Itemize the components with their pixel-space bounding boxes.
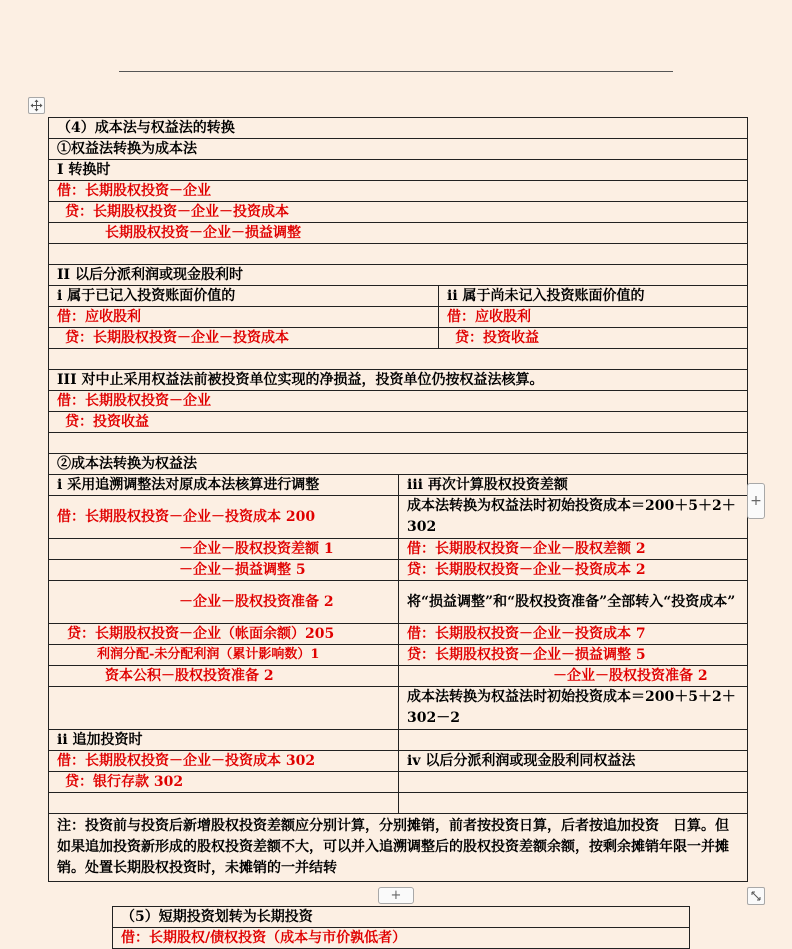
- empty-cell: [49, 687, 399, 730]
- plus-icon: +: [390, 888, 402, 903]
- resize-diagonal-icon: [750, 890, 762, 902]
- journal-credit: 贷：银行存款 302: [49, 772, 399, 793]
- section-title: （5）短期投资划转为长期投资: [113, 907, 690, 928]
- journal-debit: 借：长期股权投资－企业: [49, 181, 748, 202]
- add-row-button[interactable]: [378, 887, 414, 904]
- case-heading: ii 属于尚未记入投资账面价值的: [439, 286, 748, 307]
- journal-debit: 借：应收股利: [439, 307, 748, 328]
- footnote: 注：投资前与投资后新增股权投资差额应分别计算，分别摊销，前者按投资日算，后者按追加投资 日算。但如果追加投资新形成的股权投资差额不大，可以并入追溯调整后的股权投资差额余额，按剩余摊销年限一并摊销。处置长期股权投资时，未摊销的一并结转: [49, 814, 748, 882]
- journal-debit: 借：长期股权投资－企业－股权差额 2: [399, 539, 748, 560]
- journal-debit-sub: －企业－股权投资差额 1: [49, 539, 399, 560]
- journal-credit: 贷：长期股权投资－企业（帐面余额）205: [49, 624, 399, 645]
- empty-cell: [399, 730, 748, 751]
- case-heading: iv 以后分派利润或现金股利同权益法: [399, 751, 748, 772]
- empty-cell: [49, 244, 748, 265]
- subsection-heading-cost-to-equity: ②成本法转换为权益法: [49, 454, 748, 475]
- journal-credit-sub: 资本公积－股权投资准备 2: [49, 666, 399, 687]
- journal-credit: 贷：投资收益: [49, 412, 748, 433]
- subsection-heading-equity-to-cost: ①权益法转换为成本法: [49, 139, 748, 160]
- section-title: （4）成本法与权益法的转换: [49, 118, 748, 139]
- step-heading: II 以后分派利润或现金股利时: [49, 265, 748, 286]
- transfer-note: 将“损益调整”和“股权投资准备”全部转入“投资成本”: [399, 581, 748, 624]
- case-heading: ii 追加投资时: [49, 730, 399, 751]
- case-heading: iii 再次计算股权投资差额: [399, 475, 748, 496]
- journal-debit: 借：长期股权投资－企业－投资成本 200: [49, 496, 399, 539]
- move-arrows-icon: [30, 99, 43, 112]
- journal-credit: 贷：长期股权投资－企业－投资成本: [49, 328, 439, 349]
- case-heading: i 采用追溯调整法对原成本法核算进行调整: [49, 475, 399, 496]
- journal-credit: 贷：长期股权投资－企业－投资成本: [49, 202, 748, 223]
- step-heading: I 转换时: [49, 160, 748, 181]
- journal-credit: 贷：长期股权投资－企业－损益调整 5: [399, 645, 748, 666]
- add-column-button[interactable]: [747, 483, 765, 519]
- journal-debit: 借：长期股权/债权投资（成本与市价孰低者）: [113, 928, 690, 949]
- plus-icon: +: [750, 493, 762, 509]
- conversion-table: [48, 117, 748, 882]
- calculation-text: 成本法转换为权益法时初始投资成本＝200＋5＋2＋302－2: [399, 687, 748, 730]
- journal-debit: 借：长期股权投资－企业－投资成本 7: [399, 624, 748, 645]
- calculation-text: 成本法转换为权益法时初始投资成本＝200＋5＋2＋302: [399, 496, 748, 539]
- table-resize-handle[interactable]: [747, 887, 765, 905]
- empty-cell: [49, 793, 399, 814]
- case-heading: i 属于已记入投资账面价值的: [49, 286, 439, 307]
- header-rule-line: [119, 71, 673, 72]
- journal-credit: 贷：长期股权投资－企业－投资成本 2: [399, 560, 748, 581]
- journal-credit: 贷：投资收益: [439, 328, 748, 349]
- journal-credit-sub: －企业－股权投资准备 2: [399, 666, 748, 687]
- journal-debit-sub: －企业－股权投资准备 2: [49, 581, 399, 624]
- journal-debit: 借：应收股利: [49, 307, 439, 328]
- journal-credit-sub: 利润分配-未分配利润（累计影响数）1: [49, 645, 399, 666]
- journal-debit: 借：长期股权投资－企业: [49, 391, 748, 412]
- empty-cell: [399, 793, 748, 814]
- journal-debit-sub: －企业－损益调整 5: [49, 560, 399, 581]
- empty-cell: [399, 772, 748, 793]
- empty-cell: [49, 433, 748, 454]
- step-heading: III 对中止采用权益法前被投资单位实现的净损益，投资单位仍按权益法核算。: [49, 370, 748, 391]
- empty-cell: [49, 349, 748, 370]
- journal-debit: 借：长期股权投资－企业－投资成本 302: [49, 751, 399, 772]
- journal-credit: 长期股权投资－企业－损益调整: [49, 223, 748, 244]
- table-move-handle[interactable]: [28, 97, 45, 114]
